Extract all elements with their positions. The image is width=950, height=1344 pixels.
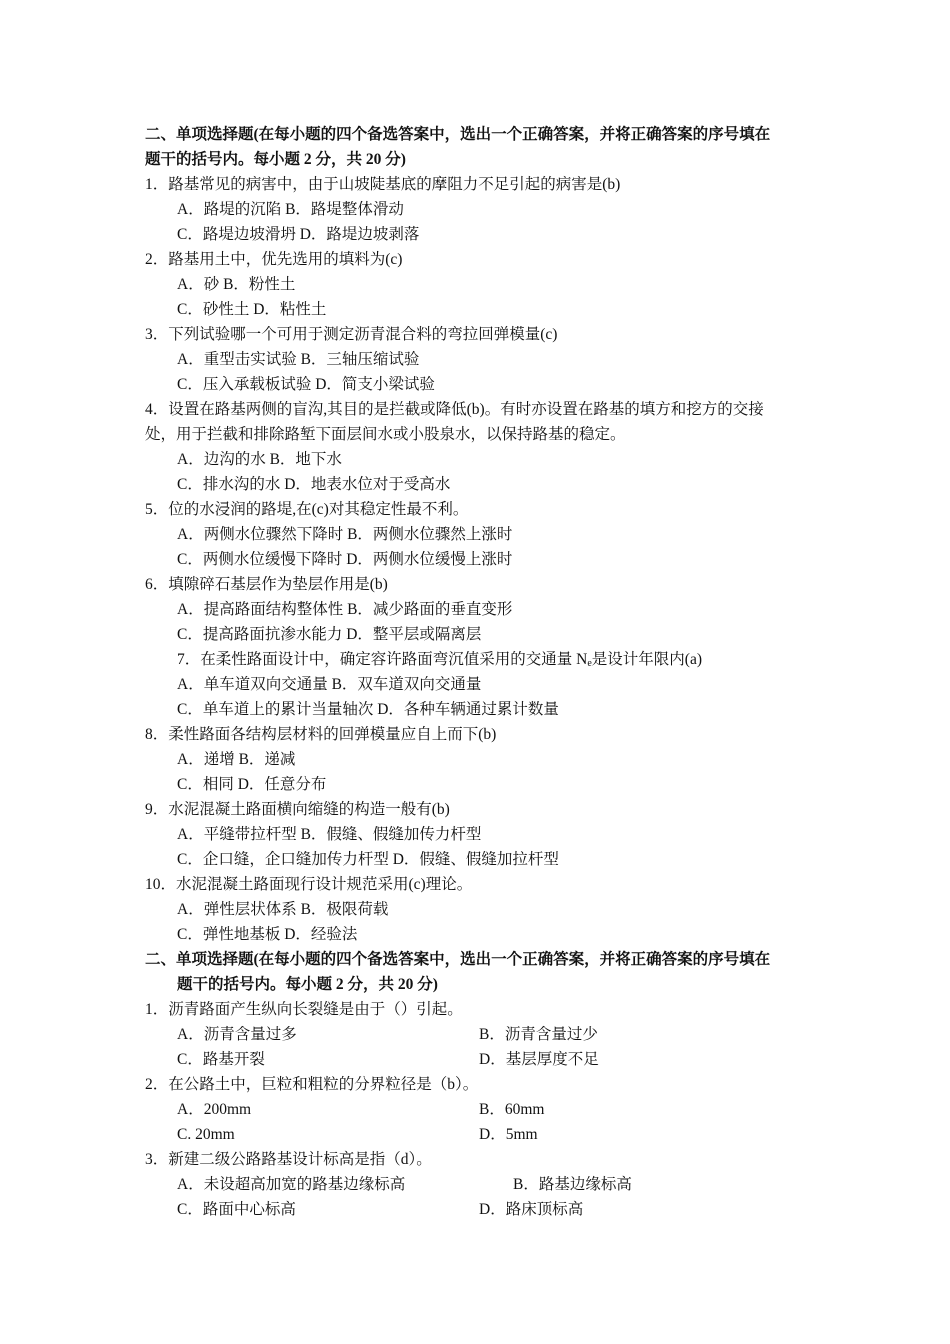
question-3-options-cd: C．压入承载板试验 D．简支小梁试验 [177, 376, 435, 393]
question-9-options-ab: A．平缝带拉杆型 B．假缝、假缝加传力杆型 [177, 826, 482, 843]
question-10-options-ab: A．弹性层状体系 B．极限荷载 [177, 901, 389, 918]
question-1-options-ab: A．路堤的沉陷 B．路堤整体滑动 [177, 201, 404, 218]
option-d: D．路床顶标高 [479, 1201, 584, 1218]
question-7-stem-pre: 7．在柔性路面设计中，确定容许路面弯沉值采用的交通量 N [177, 651, 588, 668]
question-8-options-ab: A．递增 B．递减 [177, 751, 296, 768]
option-a: A．沥青含量过多 [177, 1026, 297, 1043]
option-d: D．基层厚度不足 [479, 1051, 599, 1068]
question-6-options-cd: C．提高路面抗渗水能力 D．整平层或隔离层 [177, 626, 482, 643]
question-5-stem: 5．位的水浸润的路堤,在(c)对其稳定性最不利。 [145, 501, 469, 518]
question-4-options-cd: C．排水沟的水 D．地表水位对于受高水 [177, 476, 451, 493]
question-6-options-ab: A．提高路面结构整体性 B．减少路面的垂直变形 [177, 601, 513, 618]
question-10-stem: 10．水泥混凝土路面现行设计规范采用(c)理论。 [145, 876, 473, 893]
question-7-stem [145, 647, 815, 672]
question-8-options-cd: C．相同 D．任意分布 [177, 776, 327, 793]
question-3-stem: 3．下列试验哪一个可用于测定沥青混合料的弯拉回弹模量(c) [145, 326, 558, 343]
question-1-stem: 1．路基常见的病害中，由于山坡陡基底的摩阻力不足引起的病害是(b) [145, 176, 621, 193]
question-9-options-cd: C．企口缝，企口缝加传力杆型 D．假缝、假缝加拉杆型 [177, 851, 559, 868]
option-c: C．路基开裂 [177, 1051, 265, 1068]
question-4-options-ab: A．边沟的水 B．地下水 [177, 451, 342, 468]
section-b-question-1-stem: 1．沥青路面产生纵向长裂缝是由于（）引起。 [145, 1001, 463, 1018]
option-c: C. 20mm [177, 1126, 235, 1143]
question-2-options-cd: C．砂性土 D．粘性土 [177, 301, 327, 318]
section-heading: 二、单项选择题(在每小题的四个备选答案中，选出一个正确答案，并将正确答案的序号填在 [145, 126, 771, 143]
question-1-options-cd: C．路堤边坡滑坍 D．路堤边坡剥落 [177, 226, 420, 243]
question-4-stem-cont: 处，用于拦截和排除路堑下面层间水或小股泉水，以保持路基的稳定。 [145, 426, 626, 443]
document-page [145, 122, 815, 1222]
option-c: C．路面中心标高 [177, 1201, 296, 1218]
question-2-options-ab: A．砂 B．粉性土 [177, 276, 296, 293]
section-b-question-3-options-ab [145, 1172, 815, 1197]
question-5-options-ab: A．两侧水位骤然下降时 B．两侧水位骤然上涨时 [177, 526, 513, 543]
question-6-stem: 6．填隙碎石基层作为垫层作用是(b) [145, 576, 388, 593]
question-8-stem: 8．柔性路面各结构层材料的回弹模量应自上而下(b) [145, 726, 497, 743]
option-a: A．200mm [177, 1101, 252, 1118]
question-3-options-ab: A．重型击实试验 B．三轴压缩试验 [177, 351, 420, 368]
section-b-question-3-stem: 3．新建二级公路路基设计标高是指（d）。 [145, 1151, 432, 1168]
question-7-stem-post: 是设计年限内(a) [591, 651, 702, 668]
question-9-stem: 9．水泥混凝土路面横向缩缝的构造一般有(b) [145, 801, 450, 818]
option-a: A．未设超高加宽的路基边缘标高 [177, 1176, 406, 1193]
option-b: B．路基边缘标高 [513, 1176, 632, 1193]
question-4-stem: 4．设置在路基两侧的盲沟,其目的是拦截或降低(b)。有时亦设置在路基的填方和挖方的交接 [145, 401, 764, 418]
section-b-question-3-options-cd [145, 1197, 815, 1222]
section-b-question-2-options-cd [145, 1122, 815, 1147]
question-10-options-cd: C．弹性地基板 D．经验法 [177, 926, 358, 943]
question-7-options-cd: C．单车道上的累计当量轴次 D．各种车辆通过累计数量 [177, 701, 559, 718]
option-d: D．5mm [479, 1126, 538, 1143]
section-heading-cont: 题干的括号内。每小题 2 分，共 20 分) [145, 151, 406, 168]
section-b-question-1-options-ab [145, 1022, 815, 1047]
question-7-options-ab: A．单车道双向交通量 B．双车道双向交通量 [177, 676, 482, 693]
section-b-question-2-options-ab [145, 1097, 815, 1122]
question-5-options-cd: C．两侧水位缓慢下降时 D．两侧水位缓慢上涨时 [177, 551, 513, 568]
section-b-heading-cont: 题干的括号内。每小题 2 分，共 20 分) [177, 976, 438, 993]
option-b: B．沥青含量过少 [479, 1026, 598, 1043]
option-b: B．60mm [479, 1101, 545, 1118]
section-b-question-2-stem: 2．在公路土中，巨粒和粗粒的分界粒径是（b）。 [145, 1076, 479, 1093]
question-7-stem-subscript: e [587, 658, 592, 669]
question-2-stem: 2．路基用土中，优先选用的填料为(c) [145, 251, 403, 268]
section-b-heading: 二、单项选择题(在每小题的四个备选答案中，选出一个正确答案，并将正确答案的序号填在 [145, 951, 771, 968]
section-b-question-1-options-cd [145, 1047, 815, 1072]
